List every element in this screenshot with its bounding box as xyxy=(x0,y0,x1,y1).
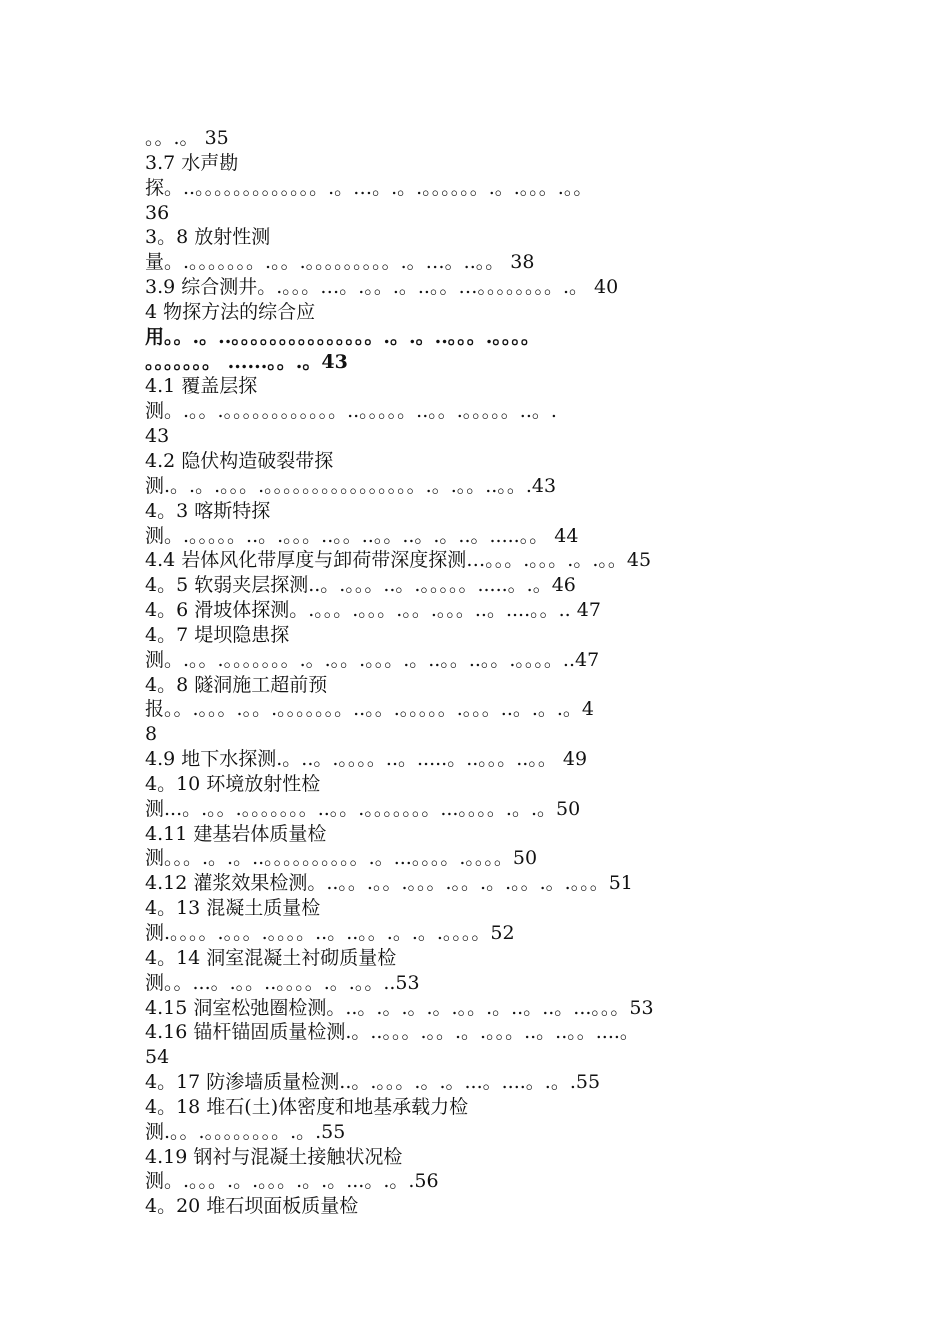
toc-line: 4.2 隐伏构造破裂带探 xyxy=(145,449,334,472)
toc-line: 测.。。.。。。。。。。。.。.55 xyxy=(145,1120,346,1143)
toc-page xyxy=(145,126,805,1219)
toc-line: 4。3 喀斯特探 xyxy=(145,499,271,522)
toc-line: 43 xyxy=(145,425,170,448)
toc-line: 。。.。 35 xyxy=(145,127,229,149)
toc-line: 测。.。。.。。。。。。。。。。。。..。。。。。..。。.。。。。。..。. xyxy=(145,400,557,423)
toc-line: 4。6 滑坡体探测。.。。。.。。。.。。.。。。..。....。。.. 47 xyxy=(145,599,601,622)
toc-line: 4。7 堤坝隐患探 xyxy=(145,623,290,646)
toc-line: 54 xyxy=(145,1046,170,1069)
toc-line: 3。8 放射性测 xyxy=(145,226,271,249)
toc-line: 探。..。。。。。。。。。。。。。.。…。.。.。。。。。。.。.。。。.。。 xyxy=(145,176,593,199)
toc-line: 8 xyxy=(145,723,158,746)
toc-line: 4。14 洞室混凝土衬砌质量检 xyxy=(145,946,397,969)
toc-line: 量。.。。。。。。。.。。.。。。。。。。。。.。…。..。。 38 xyxy=(145,251,535,274)
toc-line: 4.4 岩体风化带厚度与卸荷带深度探测…。。。.。。。.。.。。45 xyxy=(145,549,652,572)
toc-line: 4.1 覆盖层探 xyxy=(145,375,258,398)
toc-line: 测。.。。.。。。。。。。.。.。。.。。。.。..。。..。。.。。。。..47 xyxy=(145,648,600,671)
toc-line: 3.9 综合测井。.。。。…。.。。.。..。。…。。。。。。。。.。 40 xyxy=(145,276,619,299)
toc-line: 4.15 洞室松弛圈检测。..。.。.。.。.。。.。..。..。...。。。53 xyxy=(145,996,654,1019)
toc-line: 测。.。。。。。..。.。。。..。。..。。..。.。..。.....。。 44 xyxy=(145,524,579,547)
toc-line: 4.19 钢衬与混凝土接触状况检 xyxy=(145,1145,403,1168)
toc-line: 3.7 水声勘 xyxy=(145,151,239,174)
toc-line: 4。10 环境放射性检 xyxy=(145,772,321,795)
toc-line: 4.12 灌浆效果检测。..。。.。。.。。。.。。.。.。。.。.。。。51 xyxy=(145,872,633,895)
toc-line: 36 xyxy=(145,201,170,224)
toc-line: 测.。。。。.。。。.。。。。..。..。。.。.。.。。。。52 xyxy=(145,922,515,944)
toc-line: 测。.。。。.。.。。。.。.。...。.。.56 xyxy=(145,1170,439,1193)
toc-line: 4。5 软弱夹层探测..。.。。。..。.。。。。。.....。.。46 xyxy=(145,574,576,597)
toc-line: 4。17 防渗墙质量检测..。.。。。.。.。...。....。.。.55 xyxy=(145,1071,601,1094)
toc-line: 用。。.。..。。。。。。。。。。。。。。。.。.。..。。。.。。。。 xyxy=(145,325,540,348)
toc-line: 4.9 地下水探测.。..。.。。。。..。.....。..。。。..。。 49 xyxy=(145,748,588,771)
toc-line: 4.11 建基岩体质量检 xyxy=(145,822,327,845)
toc-line: 4。20 堆石坝面板质量检 xyxy=(145,1195,359,1218)
toc-line: 4。8 隧洞施工超前预 xyxy=(145,673,328,696)
toc-line: 4。18 堆石(土)体密度和地基承载力检 xyxy=(145,1095,469,1118)
toc-line: 报。。.。。。.。。.。。。。。。。..。。.。。。。。.。。。..。.。.。4 xyxy=(145,698,595,721)
toc-line: 4.16 锚杆锚固质量检测.。..。。。.。。.。.。。。..。..。。....。 xyxy=(145,1021,639,1044)
toc-line: 测.。.。.。。。.。。。。。。。。。。。。。。。。.。.。。..。。.43 xyxy=(145,474,557,497)
toc-line: 4。13 混凝土质量检 xyxy=(145,897,321,920)
toc-line: 。。。。。。。 ......。。.。43 xyxy=(145,350,348,373)
toc-line: 测。。...。.。。..。。。。.。.。。..53 xyxy=(145,971,420,994)
toc-line: 测...。.。。.。。。。。。。..。。.。。。。。。。...。。。。.。.。50 xyxy=(145,797,581,820)
toc-line: 测。。。.。.。..。。。。。。。。。。.。...。。。。.。。。。50 xyxy=(145,847,538,870)
toc-line: 4 物探方法的综合应 xyxy=(145,300,316,323)
